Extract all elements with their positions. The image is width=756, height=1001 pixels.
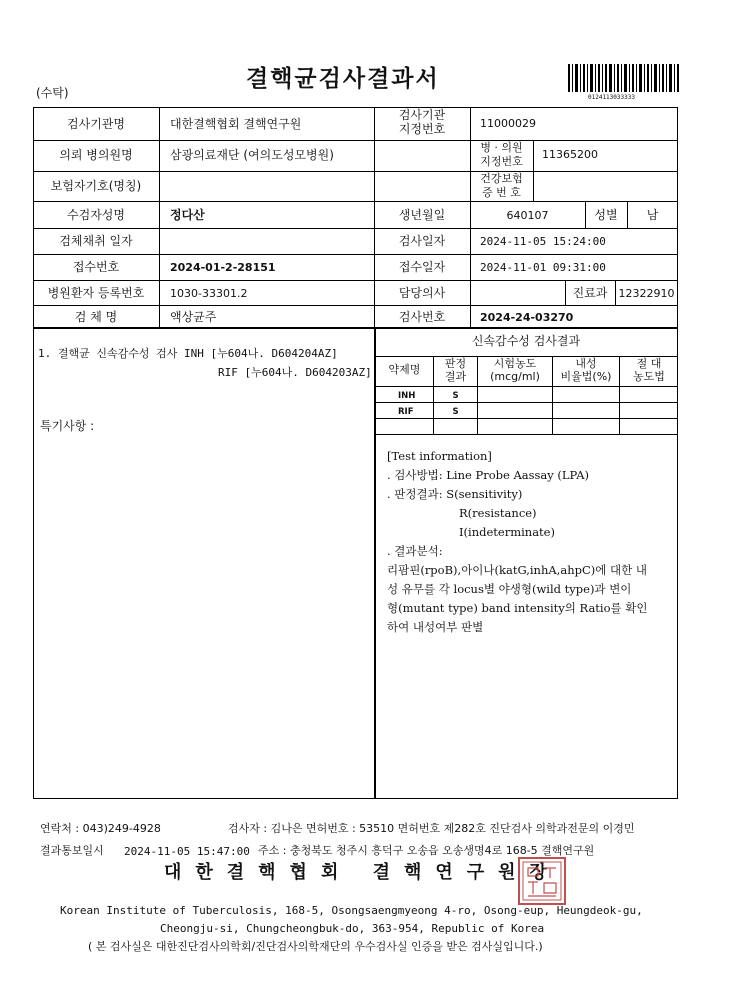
test-info-text-3: 형(mutant type) band intensity의 Ratio를 확인 — [387, 601, 648, 615]
test-info-result-i: I(indeterminate) — [459, 525, 555, 539]
value-sex: 남 — [646, 208, 659, 222]
receipt-label: (수탁) — [36, 86, 69, 100]
label-birth-date: 생년월일 — [398, 208, 446, 222]
footer-examiner: 검사자 : 김나은 면허번호 : 53510 면허번호 제282호 진단검사 의학과전문의 이경민 — [228, 822, 635, 835]
left-panel — [33, 327, 376, 799]
label-testing-institution: 검사기관명 — [67, 117, 125, 131]
test-info-text-2: 성 유무를 각 locus별 야생형(wild type)과 변이 — [387, 582, 632, 596]
header-proportion-method: 내성 비율법(%) — [560, 357, 612, 383]
footer-certification: ( 본 검사실은 대한진단검사의학회/진단검사의학재단의 우수검사실 인증을 받은 검사실입니다.) — [88, 940, 543, 953]
test-info-text-1: 리팜핀(rpoB),아이나(katG,inhA,ahpC)에 대한 내 — [387, 563, 647, 577]
barcode — [568, 64, 680, 92]
footer-english-address-2: Cheongju-si, Chungcheongbuk-do, 363-954, Republic of Korea — [160, 922, 545, 935]
label-physician: 담당의사 — [398, 286, 446, 300]
header-absolute-method: 절 대 농도법 — [633, 357, 665, 383]
value-birth-date: 640107 — [506, 209, 549, 222]
label-insurance-number: 건강보험 증 번 호 — [480, 172, 523, 199]
test-info-result-s: . 판정결과: S(sensitivity) — [387, 487, 523, 501]
header-drug: 약제명 — [388, 363, 421, 376]
row-drug-inh: INH — [398, 391, 416, 401]
row-result-rif: S — [452, 407, 459, 417]
value-test-number: 2024-24-03270 — [480, 311, 574, 324]
footer-org-name: 대한결핵협회 결핵연구원장 — [164, 862, 561, 883]
header-result: 판정 결과 — [444, 357, 467, 383]
value-received-date: 2024-11-01 09:31:00 — [480, 261, 606, 274]
row-drug-rif: RIF — [398, 407, 414, 417]
special-notes-label: 특기사항 : — [40, 419, 95, 433]
test-line-1: 1. 결핵균 신속감수성 검사 INH [누604나. D604204AZ] — [38, 347, 338, 360]
value-patient-name: 정다산 — [170, 208, 205, 222]
footer-address: 주소 : 충청북도 청주시 흥덕구 오송읍 오송생명4로 168-5 결핵연구원 — [258, 844, 595, 857]
label-collection-date: 검체채취 일자 — [59, 234, 133, 248]
label-accession-number: 접수번호 — [72, 260, 120, 274]
label-department: 진료과 — [572, 286, 608, 300]
label-specimen: 검 체 명 — [74, 310, 118, 324]
label-referring-hospital: 의뢰 병의원명 — [59, 148, 133, 162]
header-concentration: 시험농도 (mcg/ml) — [490, 357, 540, 383]
label-received-date: 접수일자 — [398, 260, 446, 274]
label-hospital-code: 병 · 의원 지정번호 — [480, 141, 523, 168]
label-insurer-code: 보험자기호(명칭) — [50, 179, 142, 193]
value-referring-hospital: 삼광의료재단 (여의도성모병원) — [170, 148, 334, 162]
test-info-heading: [Test information] — [387, 449, 492, 463]
barcode-number: 0124113033333 — [588, 94, 635, 101]
test-line-2: RIF [누604나. D604203AZ] — [218, 366, 372, 379]
value-department: 12322910 — [618, 287, 675, 300]
official-seal — [517, 856, 567, 906]
value-specimen: 액상균주 — [170, 310, 217, 324]
value-testing-institution: 대한결핵협회 결핵연구원 — [170, 117, 302, 131]
result-table — [376, 357, 678, 435]
label-sex: 성별 — [594, 208, 618, 222]
row-result-inh: S — [452, 391, 459, 401]
test-info-method: . 검사방법: Line Probe Aassay (LPA) — [387, 468, 590, 482]
footer-contact: 연락처 : 043)249-4928 — [40, 822, 161, 835]
document-title: 결핵균검사결과서 — [246, 66, 440, 92]
label-patient-name: 수검자성명 — [67, 208, 125, 222]
test-info-result-r: R(resistance) — [459, 506, 537, 520]
label-test-number: 검사번호 — [398, 310, 446, 324]
label-institution-code: 검사기관 지정번호 — [398, 108, 446, 136]
label-test-date: 검사일자 — [398, 234, 446, 248]
footer-english-address-1: Korean Institute of Tuberculosis, 168-5, Osongsaengmyeong 4-ro, Osong-eup, Heungdeok-gu, — [60, 904, 643, 917]
test-info-text-4: 하여 내성여부 판별 — [387, 620, 484, 634]
value-hospital-code: 11365200 — [542, 148, 598, 161]
label-patient-registration: 병원환자 등록번호 — [47, 286, 145, 300]
footer-notice-label: 결과통보일시 — [40, 844, 104, 857]
barcode-graphic — [568, 64, 680, 92]
value-patient-registration: 1030-33301.2 — [170, 287, 248, 300]
value-institution-code: 11000029 — [480, 117, 536, 130]
test-info-analysis: . 결과분석: — [387, 544, 443, 558]
test-information — [387, 447, 675, 637]
seal-graphic — [517, 856, 567, 906]
footer-notice-date: 2024-11-05 15:47:00 — [124, 845, 250, 858]
value-test-date: 2024-11-05 15:24:00 — [480, 235, 606, 248]
value-accession-number: 2024-01-2-28151 — [170, 261, 276, 274]
result-table-title: 신속감수성 검사결과 — [471, 334, 581, 348]
